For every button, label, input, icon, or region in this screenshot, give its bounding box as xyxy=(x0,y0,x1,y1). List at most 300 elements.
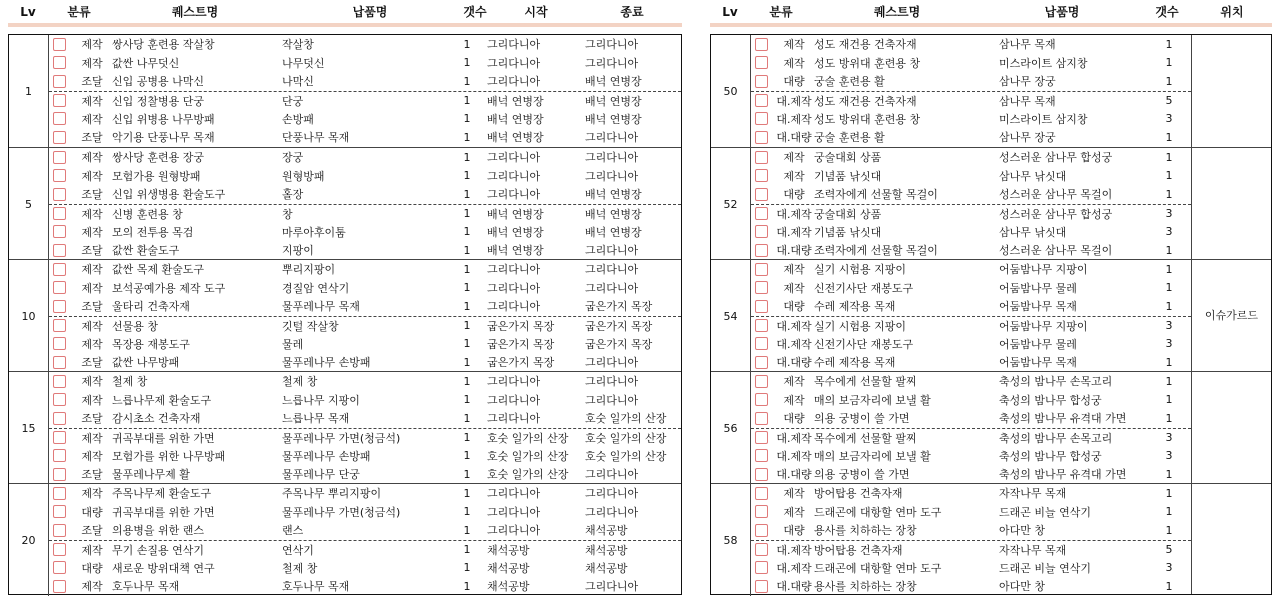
start-location-cell: 채석공방 xyxy=(487,580,530,594)
quest-name-cell: 궁술 훈련용 활 xyxy=(814,131,885,145)
table-row xyxy=(49,484,681,503)
quest-checkbox[interactable] xyxy=(53,225,66,238)
category-cell: 제작 xyxy=(783,375,805,389)
quest-name-cell: 물푸레나무제 활 xyxy=(112,468,190,482)
quest-name-cell: 드래곤에 대항할 연마 도구 xyxy=(814,505,942,519)
category-cell: 제작 xyxy=(783,56,805,70)
count-cell: 3 xyxy=(1165,319,1173,333)
delivery-item-cell: 뿌리지팡이 xyxy=(282,263,336,277)
start-location-cell: 굽은가지 목장 xyxy=(487,319,555,333)
level-group xyxy=(9,35,681,147)
category-cell: 대량 xyxy=(81,505,103,519)
category-cell: 제작 xyxy=(783,151,805,165)
quest-checkbox[interactable] xyxy=(53,524,66,537)
count-cell: 1 xyxy=(463,150,471,164)
start-location-cell: 그리다니아 xyxy=(487,281,541,295)
start-location-cell: 배넉 연병장 xyxy=(487,244,544,258)
quest-checkbox[interactable] xyxy=(53,281,66,294)
level-cell: 52 xyxy=(711,148,751,260)
delivery-item-cell: 축성의 밤나무 유격대 가면 xyxy=(999,468,1127,482)
header-lv: Lv xyxy=(722,4,738,19)
quest-checkbox[interactable] xyxy=(755,487,768,500)
end-location-cell: 배넉 연병장 xyxy=(585,94,642,108)
quest-checkbox[interactable] xyxy=(53,543,66,556)
quest-name-cell: 조력자에게 선물할 목걸이 xyxy=(814,244,938,258)
category-cell: 대.제작 xyxy=(776,449,812,463)
count-cell: 1 xyxy=(463,374,471,388)
table-row xyxy=(49,353,681,372)
table-row xyxy=(751,167,1191,186)
table-row xyxy=(49,409,681,428)
delivery-item-cell: 축성의 밤나무 유격대 가면 xyxy=(999,412,1127,426)
right-table-header xyxy=(710,0,1272,27)
table-row xyxy=(751,204,1191,223)
count-cell: 1 xyxy=(1165,579,1173,593)
quest-checkbox[interactable] xyxy=(53,131,66,144)
quest-checkbox[interactable] xyxy=(53,244,66,257)
quest-name-cell: 기념품 낚싯대 xyxy=(814,225,882,239)
count-cell: 3 xyxy=(1165,337,1173,351)
quest-name-cell: 방어탑용 건축자재 xyxy=(814,543,903,557)
header-end: 종료 xyxy=(620,5,644,19)
category-cell: 제작 xyxy=(81,431,103,445)
quest-name-cell: 값싼 나무덧신 xyxy=(112,56,180,70)
quest-checkbox[interactable] xyxy=(53,487,66,500)
quest-checkbox[interactable] xyxy=(53,112,66,125)
count-cell: 3 xyxy=(1165,112,1173,126)
count-cell: 1 xyxy=(1165,411,1173,425)
quest-checkbox[interactable] xyxy=(755,263,768,276)
table-row xyxy=(751,484,1191,503)
table-row xyxy=(751,241,1191,260)
quest-checkbox[interactable] xyxy=(755,337,768,350)
delivery-item-cell: 물푸레나무 목재 xyxy=(282,300,360,314)
quest-name-cell: 신입 위생병용 환술도구 xyxy=(112,188,226,202)
category-cell: 제작 xyxy=(81,281,103,295)
quest-checkbox[interactable] xyxy=(755,207,768,220)
quest-name-cell: 의용 궁병이 쓸 가면 xyxy=(814,412,910,426)
start-location-cell: 배넉 연병장 xyxy=(487,112,544,126)
table-row xyxy=(751,540,1191,559)
quest-name-cell: 궁술 훈련용 활 xyxy=(814,75,885,89)
table-row xyxy=(751,372,1191,391)
quest-name-cell: 철제 창 xyxy=(112,375,148,389)
delivery-item-cell: 손방패 xyxy=(282,112,314,126)
count-cell: 1 xyxy=(463,319,471,333)
quest-name-cell: 용사를 치하하는 장창 xyxy=(814,524,917,538)
quest-name-cell: 신입 공병용 나막신 xyxy=(112,75,205,89)
category-cell: 제작 xyxy=(783,263,805,277)
count-cell: 1 xyxy=(1165,243,1173,257)
end-location-cell: 그리다니아 xyxy=(585,393,639,407)
quest-checkbox[interactable] xyxy=(755,580,768,593)
delivery-item-cell: 작살창 xyxy=(282,38,314,52)
quest-name-cell: 성도 재건용 건축자재 xyxy=(814,38,917,52)
category-cell: 대.제작 xyxy=(776,207,812,221)
table-row xyxy=(49,167,681,186)
category-cell: 대량 xyxy=(783,412,805,426)
table-row xyxy=(751,185,1191,204)
delivery-item-cell: 랜스 xyxy=(282,524,304,538)
count-cell: 1 xyxy=(463,505,471,519)
table-row xyxy=(49,128,681,147)
quest-name-cell: 값싼 환술도구 xyxy=(112,244,180,258)
table-row xyxy=(49,260,681,279)
level-cell: 56 xyxy=(711,372,751,484)
quest-name-cell: 매의 보금자리에 보낼 활 xyxy=(814,449,931,463)
delivery-item-cell: 단풍나무 목재 xyxy=(282,131,350,145)
level-group xyxy=(711,371,1271,483)
category-cell: 제작 xyxy=(81,38,103,52)
quest-checkbox[interactable] xyxy=(53,319,66,332)
delivery-item-cell: 축성의 밤나무 손목고리 xyxy=(999,375,1113,389)
category-cell: 대량 xyxy=(783,300,805,314)
quest-name-cell: 모험가를 위한 나무방패 xyxy=(112,449,226,463)
quest-checkbox[interactable] xyxy=(53,561,66,574)
delivery-item-cell: 철제 창 xyxy=(282,375,318,389)
count-cell: 1 xyxy=(463,262,471,276)
table-row xyxy=(49,204,681,223)
category-cell: 제작 xyxy=(81,56,103,70)
count-cell: 1 xyxy=(1165,187,1173,201)
table-row xyxy=(751,428,1191,447)
quest-name-cell: 귀곡부대를 위한 가면 xyxy=(112,431,215,445)
count-cell: 1 xyxy=(463,243,471,257)
count-cell: 1 xyxy=(463,94,471,108)
category-cell: 대.제작 xyxy=(776,112,812,126)
quest-checkbox[interactable] xyxy=(755,56,768,69)
category-cell: 제작 xyxy=(81,449,103,463)
category-cell: 제작 xyxy=(81,225,103,239)
quest-checkbox[interactable] xyxy=(53,431,66,444)
quest-checkbox[interactable] xyxy=(755,112,768,125)
count-cell: 1 xyxy=(463,579,471,593)
level-group xyxy=(9,259,681,371)
start-location-cell: 호숫 일가의 산장 xyxy=(487,431,569,445)
quest-checkbox[interactable] xyxy=(755,188,768,201)
quest-checkbox[interactable] xyxy=(53,356,66,369)
quest-checkbox[interactable] xyxy=(755,524,768,537)
quest-checkbox[interactable] xyxy=(755,449,768,462)
count-cell: 1 xyxy=(1165,486,1173,500)
quest-name-cell: 울타리 건축자재 xyxy=(112,300,190,314)
quest-checkbox[interactable] xyxy=(53,151,66,164)
start-location-cell: 그리다니아 xyxy=(487,56,541,70)
table-row xyxy=(49,428,681,447)
quest-name-cell: 방어탑용 건축자재 xyxy=(814,487,903,501)
category-cell: 제작 xyxy=(81,375,103,389)
end-location-cell: 그리다니아 xyxy=(585,38,639,52)
count-cell: 5 xyxy=(1165,543,1173,557)
delivery-item-cell: 물레 xyxy=(282,337,304,351)
level-group xyxy=(711,259,1271,371)
start-location-cell: 굽은가지 목장 xyxy=(487,337,555,351)
table-row xyxy=(49,54,681,73)
header-category: 분류 xyxy=(67,5,91,19)
quest-checkbox[interactable] xyxy=(755,244,768,257)
quest-checkbox[interactable] xyxy=(755,300,768,313)
end-location-cell: 그리다니아 xyxy=(585,169,639,183)
category-cell: 대.제작 xyxy=(776,543,812,557)
delivery-item-cell: 홀장 xyxy=(282,188,304,202)
quest-name-cell: 드래곤에 대항할 연마 도구 xyxy=(814,561,942,575)
quest-checkbox[interactable] xyxy=(53,94,66,107)
quest-checkbox[interactable] xyxy=(53,449,66,462)
count-cell: 1 xyxy=(463,449,471,463)
end-location-cell: 그리다니아 xyxy=(585,580,639,594)
delivery-item-cell: 마루아후이툼 xyxy=(282,225,346,239)
quest-name-cell: 목장용 재봉도구 xyxy=(112,337,190,351)
quest-checkbox[interactable] xyxy=(53,75,66,88)
end-location-cell: 호숫 일가의 산장 xyxy=(585,412,667,426)
table-row xyxy=(49,334,681,353)
count-cell: 1 xyxy=(463,74,471,88)
category-cell: 제작 xyxy=(81,169,103,183)
quest-checkbox[interactable] xyxy=(53,412,66,425)
table-row xyxy=(751,128,1191,147)
start-location-cell: 그리다니아 xyxy=(487,393,541,407)
start-location-cell: 그리다니아 xyxy=(487,75,541,89)
end-location-cell: 배넉 연병장 xyxy=(585,225,642,239)
table-row xyxy=(751,109,1191,128)
quest-checkbox[interactable] xyxy=(755,38,768,51)
table-row xyxy=(751,279,1191,298)
table-row xyxy=(49,185,681,204)
quest-checkbox[interactable] xyxy=(53,169,66,182)
quest-checkbox[interactable] xyxy=(53,375,66,388)
delivery-item-cell: 원형방패 xyxy=(282,169,325,183)
header-quest: 퀘스트명 xyxy=(171,5,219,19)
header-count: 갯수 xyxy=(463,5,487,19)
category-cell: 제작 xyxy=(81,337,103,351)
quest-checkbox[interactable] xyxy=(755,561,768,574)
quest-checkbox[interactable] xyxy=(53,207,66,220)
count-cell: 1 xyxy=(463,112,471,126)
table-row xyxy=(49,558,681,577)
quest-checkbox[interactable] xyxy=(53,38,66,51)
start-location-cell: 그리다니아 xyxy=(487,487,541,501)
end-location-cell: 그리다니아 xyxy=(585,487,639,501)
quest-checkbox[interactable] xyxy=(755,319,768,332)
quest-checkbox[interactable] xyxy=(53,468,66,481)
category-cell: 제작 xyxy=(783,281,805,295)
count-cell: 3 xyxy=(1165,431,1173,445)
end-location-cell: 배넉 연병장 xyxy=(585,75,642,89)
header-category: 분류 xyxy=(769,5,793,19)
category-cell: 제작 xyxy=(81,94,103,108)
delivery-item-cell: 느릅나무 목재 xyxy=(282,412,350,426)
level-group xyxy=(711,35,1271,147)
table-row xyxy=(49,35,681,54)
quest-name-cell: 주목나무제 환술도구 xyxy=(112,487,212,501)
delivery-item-cell: 삼나무 목재 xyxy=(999,38,1056,52)
category-cell: 제작 xyxy=(81,151,103,165)
count-cell: 1 xyxy=(1165,262,1173,276)
quest-checkbox[interactable] xyxy=(755,412,768,425)
start-location-cell: 호숫 일가의 산장 xyxy=(487,468,569,482)
table-row xyxy=(751,91,1191,110)
delivery-item-cell: 철제 창 xyxy=(282,561,318,575)
end-location-cell: 배넉 연병장 xyxy=(585,112,642,126)
end-location-cell: 그리다니아 xyxy=(585,281,639,295)
table-row xyxy=(751,558,1191,577)
end-location-cell: 그리다니아 xyxy=(585,56,639,70)
table-row xyxy=(49,503,681,522)
quest-checkbox[interactable] xyxy=(53,263,66,276)
category-cell: 조달 xyxy=(81,75,103,89)
quest-checkbox[interactable] xyxy=(755,375,768,388)
start-location-cell: 그리다니아 xyxy=(487,38,541,52)
delivery-item-cell: 어둠밤나무 물레 xyxy=(999,281,1077,295)
table-row xyxy=(751,54,1191,73)
count-cell: 1 xyxy=(1165,523,1173,537)
quest-checkbox[interactable] xyxy=(755,75,768,88)
quest-name-cell: 쌍사당 훈련용 작살창 xyxy=(112,38,215,52)
count-cell: 1 xyxy=(463,169,471,183)
category-cell: 대.제작 xyxy=(776,337,812,351)
table-row xyxy=(49,540,681,559)
table-row xyxy=(49,222,681,241)
start-location-cell: 그리다니아 xyxy=(487,263,541,277)
level-cell: 5 xyxy=(9,148,49,260)
start-location-cell: 채석공방 xyxy=(487,561,530,575)
table-row xyxy=(751,297,1191,316)
quest-name-cell: 귀곡부대를 위한 가면 xyxy=(112,505,215,519)
level-cell: 1 xyxy=(9,35,49,147)
quest-name-cell: 궁술대회 상품 xyxy=(814,207,882,221)
quest-checkbox[interactable] xyxy=(53,188,66,201)
category-cell: 조달 xyxy=(81,300,103,314)
quest-name-cell: 궁술대회 상품 xyxy=(814,151,882,165)
delivery-item-cell: 미스라이트 삼지창 xyxy=(999,56,1088,70)
header-start: 시작 xyxy=(524,5,548,19)
level-group xyxy=(711,147,1271,259)
delivery-item-cell: 성스러운 삼나무 합성궁 xyxy=(999,207,1113,221)
delivery-item-cell: 아다만 창 xyxy=(999,580,1046,594)
quest-checkbox[interactable] xyxy=(755,393,768,406)
category-cell: 조달 xyxy=(81,188,103,202)
end-location-cell: 배넉 연병장 xyxy=(585,207,642,221)
category-cell: 대.대량 xyxy=(776,580,812,594)
quest-checkbox[interactable] xyxy=(755,505,768,518)
start-location-cell: 배넉 연병장 xyxy=(487,225,544,239)
table-row xyxy=(49,91,681,110)
delivery-item-cell: 미스라이트 삼지창 xyxy=(999,112,1088,126)
table-row xyxy=(751,465,1191,484)
quest-checkbox[interactable] xyxy=(755,281,768,294)
table-row xyxy=(751,148,1191,167)
table-row xyxy=(49,577,681,596)
quest-checkbox[interactable] xyxy=(755,225,768,238)
table-row xyxy=(49,109,681,128)
level-group xyxy=(9,147,681,259)
quest-checkbox[interactable] xyxy=(755,131,768,144)
level-group xyxy=(711,483,1271,595)
quest-checkbox[interactable] xyxy=(755,431,768,444)
quest-name-cell: 무기 손질용 연삭기 xyxy=(112,543,205,557)
delivery-item-cell: 성스러운 삼나무 합성궁 xyxy=(999,151,1113,165)
quest-checkbox[interactable] xyxy=(53,300,66,313)
end-location-cell: 그리다니아 xyxy=(585,263,639,277)
table-row xyxy=(49,465,681,484)
count-cell: 3 xyxy=(1165,449,1173,463)
quest-checkbox[interactable] xyxy=(755,94,768,107)
quest-checkbox[interactable] xyxy=(53,337,66,350)
category-cell: 대.제작 xyxy=(776,225,812,239)
quest-checkbox[interactable] xyxy=(755,151,768,164)
category-cell: 제작 xyxy=(81,393,103,407)
count-cell: 1 xyxy=(463,207,471,221)
delivery-item-cell: 어둠밤나무 지팡이 xyxy=(999,263,1088,277)
end-location-cell: 호숫 일가의 산장 xyxy=(585,449,667,463)
delivery-item-cell: 어둠밤나무 물레 xyxy=(999,337,1077,351)
table-row xyxy=(49,241,681,260)
table-row xyxy=(49,297,681,316)
delivery-item-cell: 드래곤 비늘 연삭기 xyxy=(999,561,1092,575)
delivery-item-cell: 나무덧신 xyxy=(282,56,325,70)
quest-name-cell: 수레 제작용 목재 xyxy=(814,356,896,370)
table-row xyxy=(751,72,1191,91)
category-cell: 대량 xyxy=(783,524,805,538)
category-cell: 대.제작 xyxy=(776,319,812,333)
count-cell: 1 xyxy=(1165,299,1173,313)
header-lv: Lv xyxy=(20,4,36,19)
table-row xyxy=(751,409,1191,428)
delivery-item-cell: 드래곤 비늘 연삭기 xyxy=(999,505,1092,519)
delivery-item-cell: 성스러운 삼나무 목걸이 xyxy=(999,244,1113,258)
quest-checkbox[interactable] xyxy=(53,580,66,593)
delivery-item-cell: 창 xyxy=(282,207,293,221)
table-row xyxy=(49,316,681,335)
left-table-header xyxy=(8,0,682,27)
category-cell: 대량 xyxy=(783,188,805,202)
delivery-item-cell: 물푸레나무 단궁 xyxy=(282,468,360,482)
quest-checkbox[interactable] xyxy=(53,393,66,406)
delivery-item-cell: 삼나무 낚싯대 xyxy=(999,169,1067,183)
table-row xyxy=(49,446,681,465)
end-location-cell: 그리다니아 xyxy=(585,131,639,145)
quest-name-cell: 신입 정찰병용 단궁 xyxy=(112,94,205,108)
quest-checkbox[interactable] xyxy=(755,356,768,369)
delivery-item-cell: 축성의 밤나무 합성궁 xyxy=(999,393,1102,407)
quest-name-cell: 악기용 단풍나무 목재 xyxy=(112,131,215,145)
delivery-item-cell: 삼나무 목재 xyxy=(999,94,1056,108)
count-cell: 1 xyxy=(463,411,471,425)
category-cell: 제작 xyxy=(81,543,103,557)
end-location-cell: 채석공방 xyxy=(585,524,628,538)
delivery-item-cell: 삼나무 장궁 xyxy=(999,75,1056,89)
quest-checkbox[interactable] xyxy=(755,169,768,182)
delivery-item-cell: 자작나무 목재 xyxy=(999,487,1067,501)
delivery-item-cell: 축성의 밤나무 합성궁 xyxy=(999,449,1102,463)
start-location-cell: 그리다니아 xyxy=(487,151,541,165)
quest-name-cell: 실기 시험용 지팡이 xyxy=(814,263,907,277)
quest-checkbox[interactable] xyxy=(53,56,66,69)
quest-checkbox[interactable] xyxy=(53,505,66,518)
category-cell: 대량 xyxy=(783,75,805,89)
table-row xyxy=(751,353,1191,372)
table-row xyxy=(751,446,1191,465)
start-location-cell: 배넉 연병장 xyxy=(487,94,544,108)
quest-checkbox[interactable] xyxy=(755,468,768,481)
delivery-item-cell: 자작나무 목재 xyxy=(999,543,1067,557)
end-location-cell: 그리다니아 xyxy=(585,375,639,389)
end-location-cell: 굽은가지 목장 xyxy=(585,300,653,314)
quest-checkbox[interactable] xyxy=(755,543,768,556)
quest-name-cell: 목수에게 선물할 팔찌 xyxy=(814,431,917,445)
category-cell: 조달 xyxy=(81,524,103,538)
count-cell: 5 xyxy=(1165,94,1173,108)
